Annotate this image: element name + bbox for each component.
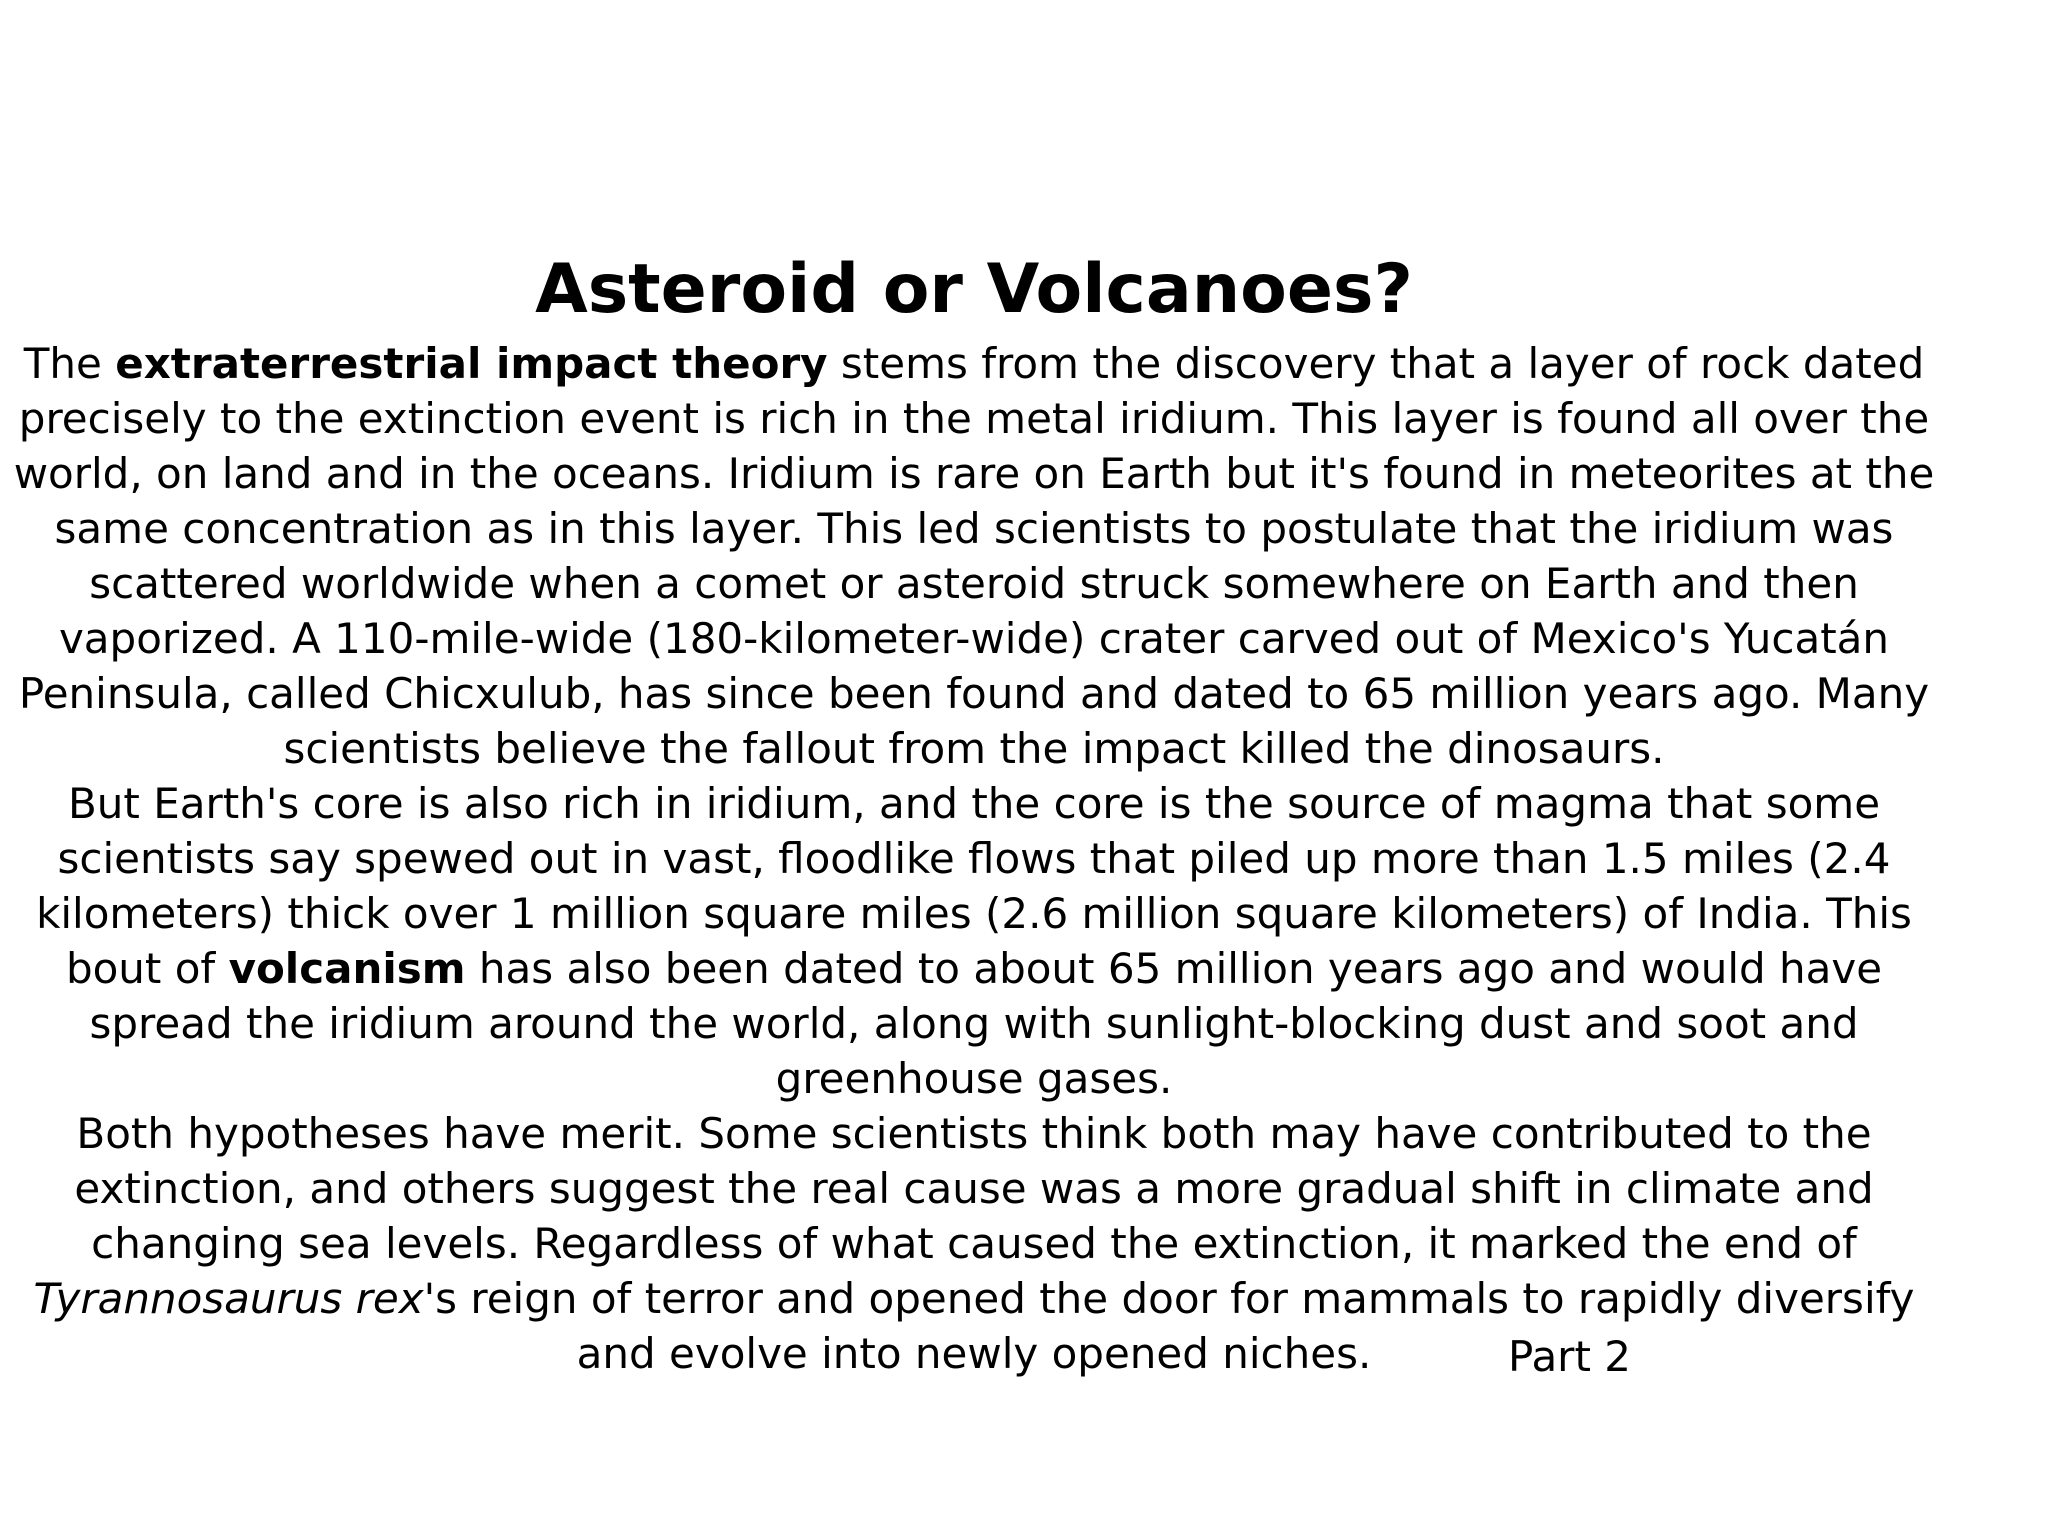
slide-title: Asteroid or Volcanoes?	[535, 250, 1413, 329]
paragraph-conclusion	[8, 1106, 1940, 1381]
paragraph-impact-theory-rest: stems from the discovery that a layer of rock dated precisely to the extinction event is rich in the metal iridium. This layer is found all over the world, on land and in the oceans. Iridium is rare on Earth but it's found in meteorites at the same concentration as in this layer. This led scientists to postulate that the iridium was scattered worldwide when a comet or asteroid struck somewhere on Earth and then vaporized. A 110-mile-wide (180-kilometer-wide) crater carved out of Mexico's Yucatán Peninsula, called Chicxulub, has since been found and dated to 65 million years ago. Many scientists believe the fallout from the impact killed the dinosaurs.	[13, 339, 1935, 773]
term-tyrannosaurus-rex: Tyrannosaurus rex	[33, 1274, 424, 1323]
paragraph-conclusion-lead: Both hypotheses have merit. Some scientists think both may have contributed to the extinction, and others suggest the real cause was a more gradual shift in climate and changing sea levels. Regardless of what caused the extinction, it marked the end of	[74, 1109, 1874, 1268]
part-label: Part 2	[1508, 1332, 1631, 1381]
paragraph-volcanism-lead: But Earth's core is also rich in iridium, and the core is the source of magma that some scientists say spewed out in vast, floodlike flows that piled up more than 1.5 miles (2.4 kilometers) thick over 1 million square miles (2.6 million square kilometers) of India. This bout of	[36, 779, 1912, 993]
paragraph-conclusion-rest: 's reign of terror and opened the door for mammals to rapidly diversify and evolve into newly opened niches.	[423, 1274, 1915, 1378]
slide-body	[8, 336, 1940, 1381]
term-extraterrestrial-impact-theory: extraterrestrial impact theory	[115, 339, 828, 388]
paragraph-volcanism-rest: has also been dated to about 65 million years ago and would have spread the iridium around the world, along with sunlight-blocking dust and soot and greenhouse gases.	[89, 944, 1883, 1103]
term-volcanism: volcanism	[228, 944, 466, 993]
paragraph-impact-theory-lead: The	[23, 339, 116, 388]
paragraph-impact-theory	[8, 336, 1940, 776]
paragraph-volcanism	[8, 776, 1940, 1106]
